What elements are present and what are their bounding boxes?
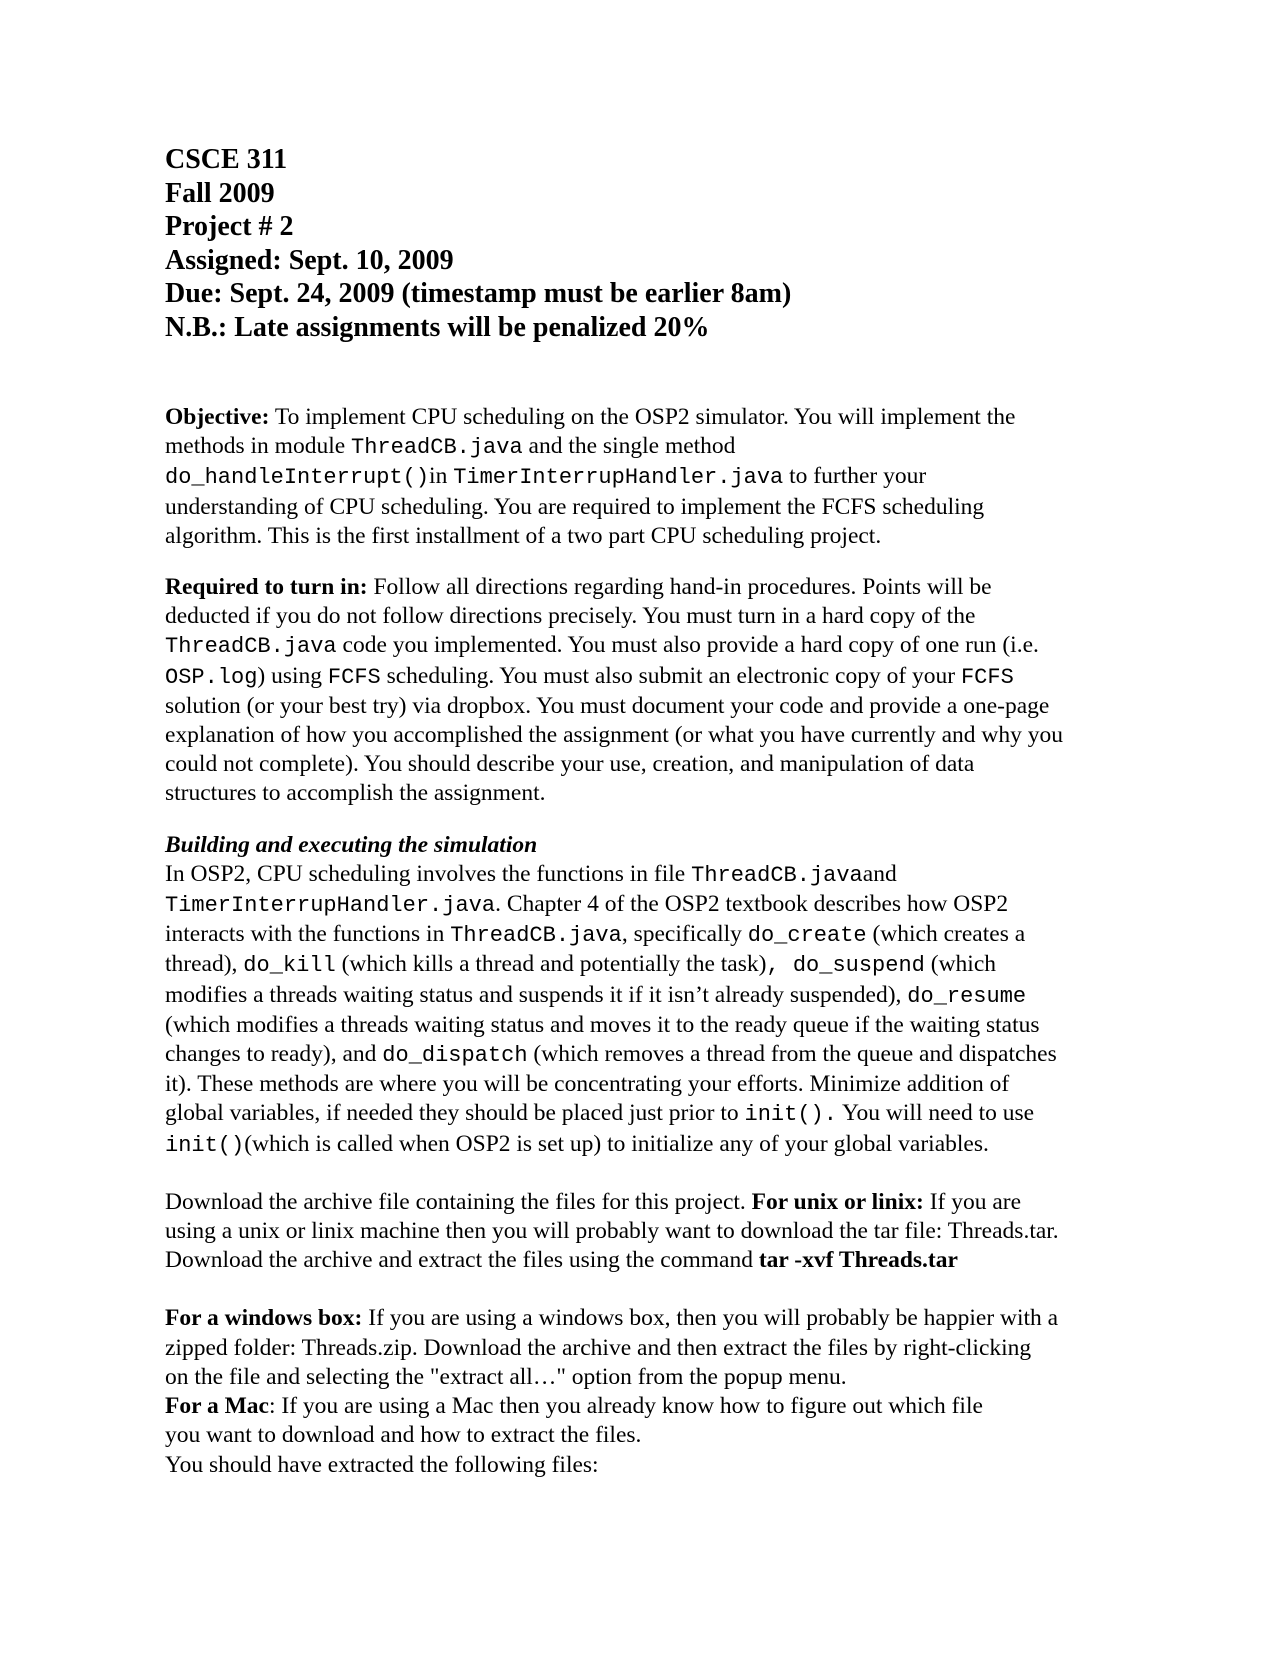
code-do-dispatch: do_dispatch <box>382 1043 528 1069</box>
code-do-create: do_create <box>747 923 867 949</box>
assigned-date: Assigned: Sept. 10, 2009 <box>165 244 454 276</box>
closing-line: You should have extracted the following files: <box>165 1451 599 1478</box>
code-do-handleinterrupt: do_handleInterrupt() <box>165 465 430 491</box>
tar-command: tar -xvf Threads.tar <box>758 1247 958 1274</box>
code-timerinterruphandler: TimerInterrupHandler.java <box>453 465 784 491</box>
building-paragraph: Building and executing the simulation In OSP2, CPU scheduling involves the functions in file ThreadCB.javaand TimerInterrupHandler.java. Chapter 4 of the OSP2 textbook describes how OSP2 interacts with the functions in ThreadCB.java, specifically do_create (which creates a thread), do_kill (which kills a thread and potentially the task), do_suspend (which modifies a threads waiting status and suspends it if it isn’t already suspended), do_resume (which modifies a threads waiting status and moves it to the ready queue if the waiting status changes to ready), and do_dispatch (which removes a thread from the queue and dispatches it). These methods are where you will be concentrating your efforts. Minimize addition of global variables, if needed they should be placed just prior to init(). You will need to use init()(which is called when OSP2 is set up) to initialize any of your global variables. <box>165 831 1135 1160</box>
term: Fall 2009 <box>165 177 275 209</box>
code-init: init() <box>165 1132 245 1158</box>
project-number: Project # 2 <box>165 211 294 242</box>
code-threadcb: ThreadCB.java <box>165 634 337 660</box>
download-paragraph: Download the archive file containing the files for this project. For unix or linix: If you are using a unix or linix machine then you will probably want to download the tar file: Threads.tar. Download the archive and extract the files using the command tar -xvf Threads.tar <box>165 1188 1059 1274</box>
required-label: Required to turn in: <box>165 574 368 601</box>
mac-label: For a Mac <box>165 1393 269 1420</box>
document-body <box>165 403 1135 1480</box>
code-init: init(). <box>744 1102 837 1128</box>
code-fcfs: FCFS <box>960 664 1014 690</box>
due-date: Due: Sept. 24, 2009 (timestamp must be earlier 8am) <box>165 278 792 309</box>
unix-label: For unix or linix: <box>751 1188 924 1215</box>
platform-paragraph: For a windows box: If you are using a windows box, then you will probably be happier with a zipped folder: Threads.zip. Download the archive and then extract the files by right-clicking on the file and selecting the "extract all…" option from the popup menu. For a Mac: If you are using a Mac then you already know how to figure out which file you want to download and how to extract the files. You should have extracted the following files: <box>165 1304 1135 1479</box>
code-do-resume: do_resume <box>907 983 1027 1009</box>
code-osp-log: OSP.log <box>165 664 258 690</box>
code-do-kill: do_kill <box>243 953 336 979</box>
windows-label: For a windows box: <box>165 1305 363 1332</box>
required-paragraph: Required to turn in: Follow all directions regarding hand-in procedures. Points will be deducted if you do not follow directions precisely. You must turn in a hard copy of the ThreadCB.java code you implemented. You must also provide a hard copy of one run (i.e. OSP.log) using FCFS scheduling. You must also submit an electronic copy of your FCFS solution (or your best try) via dropbox. You must document your code and provide a one-page explanation of how you accomplished the assignment (or what you have currently and why you could not complete). You should describe your use, creation, and manipulation of data structures to accomplish the assignment. <box>165 574 1063 807</box>
objective-label: Objective: <box>165 404 270 430</box>
code-threadcb: ThreadCB.java <box>450 923 622 949</box>
code-threadcb: ThreadCB.java <box>351 435 523 461</box>
late-policy: N.B.: Late assignments will be penalized 20% <box>165 311 710 343</box>
code-threadcb: ThreadCB.java <box>691 862 863 888</box>
code-do-suspend: , do_suspend <box>766 953 925 979</box>
code-fcfs: FCFS <box>327 664 381 690</box>
course-title: CSCE 311 <box>165 144 288 175</box>
code-timerinterruphandler: TimerInterrupHandler.java <box>165 893 496 919</box>
objective-paragraph: Objective: To implement CPU scheduling on the OSP2 simulator. You will implement the methods in module ThreadCB.java and the single method do_handleInterrupt()in TimerInterrupHandler.java to further your understanding of CPU scheduling. You are required to implement the FCFS scheduling algorithm. This is the first installment of a two part CPU scheduling project. <box>165 404 1016 549</box>
section-heading-building: Building and executing the simulation <box>165 831 538 858</box>
document-header <box>165 143 791 344</box>
